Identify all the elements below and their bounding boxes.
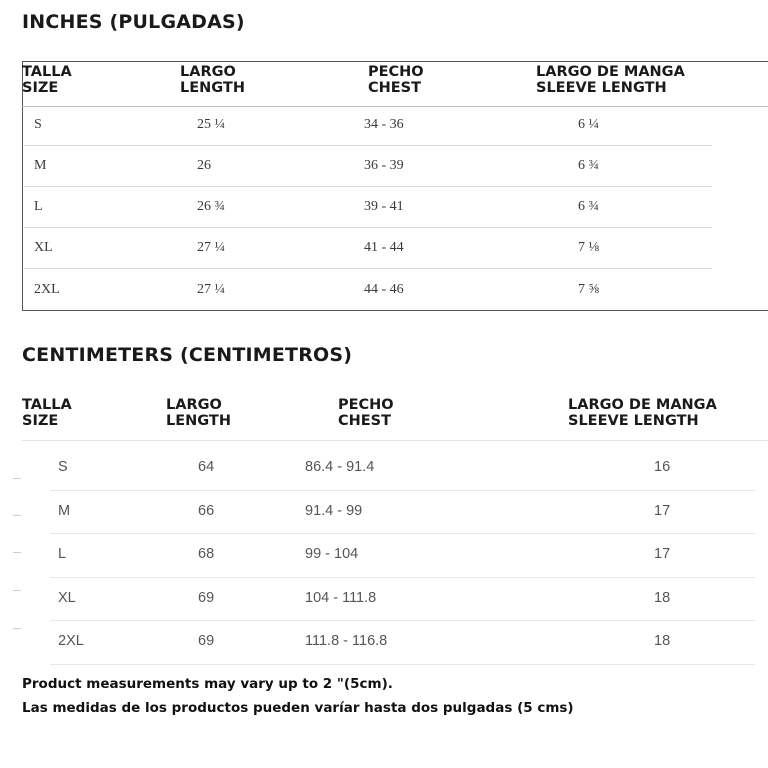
note-spanish: Las medidas de los productos pueden varíar hasta dos pulgadas (5 cms) xyxy=(22,700,574,716)
inches-title: INCHES (PULGADAS) xyxy=(22,11,245,33)
inches-header-chest: PECHO CHEST xyxy=(368,64,424,96)
cm-cell-size: XL xyxy=(58,590,76,606)
centimeters-title: CENTIMETERS (CENTIMETROS) xyxy=(22,344,353,366)
cm-cell-size: S xyxy=(58,459,68,475)
inches-cell-length: 26 ¾ xyxy=(197,199,225,214)
inches-row-divider xyxy=(24,145,712,146)
cm-header-size: TALLA SIZE xyxy=(22,397,72,429)
inches-cell-chest: 39 - 41 xyxy=(364,199,404,214)
cm-cell-chest: 91.4 - 99 xyxy=(305,503,363,519)
cm-cell-size: 2XL xyxy=(58,633,84,649)
inches-cell-sleeve: 7 ⅝ xyxy=(578,282,599,297)
cm-cell-sleeve: 18 xyxy=(654,590,671,606)
cm-cell-length: 68 xyxy=(198,546,215,562)
inches-cell-sleeve: 7 ⅛ xyxy=(578,240,599,255)
cm-header-length: LARGO LENGTH xyxy=(166,397,231,429)
inches-header-sleeve: LARGO DE MANGA SLEEVE LENGTH xyxy=(536,64,685,96)
cm-cell-sleeve: 16 xyxy=(654,459,671,475)
inches-row-divider xyxy=(24,186,712,187)
cm-row-divider xyxy=(50,490,755,491)
cm-cell-size: L xyxy=(58,546,67,562)
cm-row-divider xyxy=(50,620,755,621)
inches-cell-chest: 36 - 39 xyxy=(364,158,404,173)
cm-cell-chest: 99 - 104 xyxy=(305,546,359,562)
inches-cell-chest: 41 - 44 xyxy=(364,240,404,255)
cm-cell-sleeve: 17 xyxy=(654,503,671,519)
inches-cell-length: 27 ¼ xyxy=(197,240,225,255)
inches-cell-size: L xyxy=(34,199,43,214)
cm-cell-chest: 104 - 111.8 xyxy=(305,590,377,606)
cm-header-sleeve: LARGO DE MANGA SLEEVE LENGTH xyxy=(568,397,717,429)
cm-cell-sleeve: 17 xyxy=(654,546,671,562)
inches-cell-size: M xyxy=(34,158,47,173)
cm-row-divider xyxy=(50,577,755,578)
cm-cell-length: 69 xyxy=(198,590,215,606)
inches-cell-length: 26 xyxy=(197,158,211,173)
cm-header-chest: PECHO CHEST xyxy=(338,397,394,429)
cm-cell-length: 66 xyxy=(198,503,215,519)
decorative-dash xyxy=(13,478,21,479)
cm-cell-size: M xyxy=(58,503,71,519)
note-english: Product measurements may vary up to 2 "(5cm). xyxy=(22,676,393,692)
cm-cell-chest: 86.4 - 91.4 xyxy=(305,459,375,475)
decorative-dash xyxy=(13,628,21,629)
cm-cell-sleeve: 18 xyxy=(654,633,671,649)
inches-header-divider xyxy=(22,106,768,107)
inches-cell-sleeve: 6 ¼ xyxy=(578,117,599,132)
inches-cell-chest: 44 - 46 xyxy=(364,282,404,297)
inches-cell-length: 27 ¼ xyxy=(197,282,225,297)
inches-cell-sleeve: 6 ¾ xyxy=(578,199,599,214)
cm-cell-length: 69 xyxy=(198,633,215,649)
cm-cell-chest: 111.8 - 116.8 xyxy=(305,633,388,649)
cm-cell-length: 64 xyxy=(198,459,215,475)
inches-cell-size: XL xyxy=(34,240,53,255)
inches-cell-chest: 34 - 36 xyxy=(364,117,404,132)
inches-cell-length: 25 ¼ xyxy=(197,117,225,132)
inches-row-divider xyxy=(24,268,712,269)
decorative-dash xyxy=(13,552,21,553)
cm-row-divider xyxy=(50,664,755,665)
inches-cell-size: S xyxy=(34,117,42,132)
inches-header-length: LARGO LENGTH xyxy=(180,64,245,96)
cm-header-divider xyxy=(22,440,768,441)
inches-cell-size: 2XL xyxy=(34,282,60,297)
inches-cell-sleeve: 6 ¾ xyxy=(578,158,599,173)
decorative-dash xyxy=(13,590,21,591)
cm-row-divider xyxy=(50,533,755,534)
inches-row-divider xyxy=(24,227,712,228)
inches-header-size: TALLA SIZE xyxy=(22,64,72,96)
decorative-dash xyxy=(13,515,21,516)
